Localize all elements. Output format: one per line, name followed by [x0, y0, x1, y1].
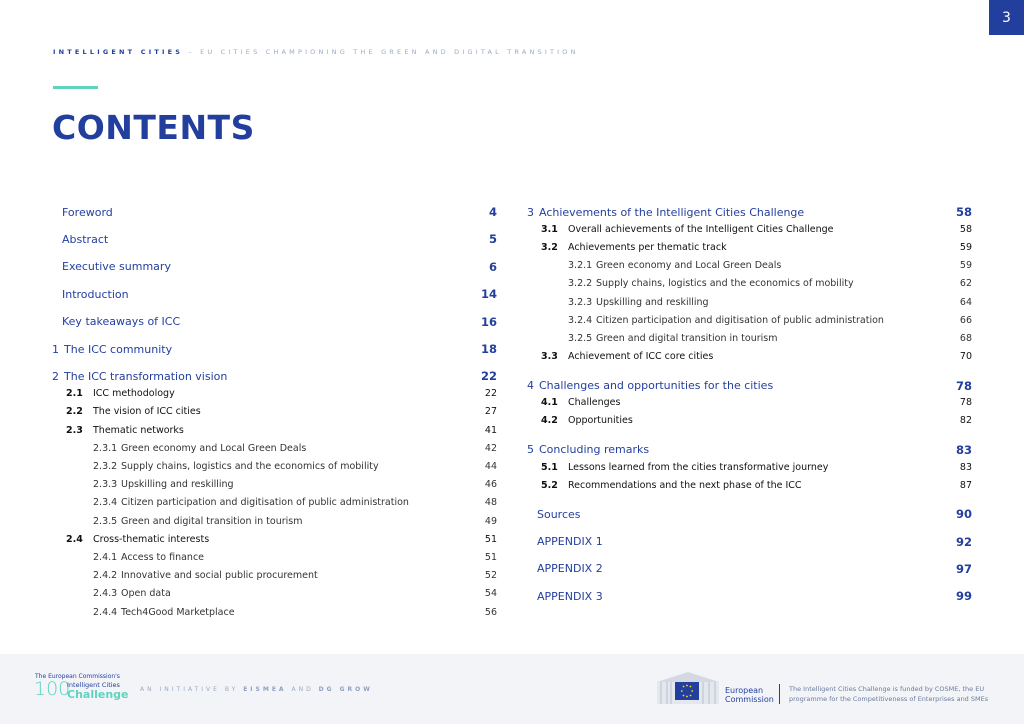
- toc-entry-title: Opportunities: [568, 415, 633, 427]
- toc-entry[interactable]: [62, 287, 497, 301]
- toc-entry[interactable]: [62, 315, 497, 329]
- toc-entry-title: The ICC transformation vision: [64, 369, 228, 383]
- toc-entry-label: [568, 278, 854, 289]
- toc-entry-title: Tech4Good Marketplace: [121, 606, 235, 618]
- ec-logo-text: [725, 686, 774, 704]
- toc-entry-label: [93, 443, 306, 454]
- toc-entry-title: Introduction: [62, 287, 129, 301]
- toc-entry-label: [66, 388, 175, 399]
- toc-entry-title: Thematic networks: [93, 424, 184, 436]
- toc-entry-page: 49: [484, 515, 497, 527]
- toc-entry[interactable]: [537, 507, 972, 521]
- toc-entry-title: Key takeaways of ICC: [62, 315, 181, 329]
- toc-entry-title: Green and digital transition in tourism: [596, 332, 778, 344]
- toc-entry[interactable]: [568, 260, 972, 271]
- funding-statement: [789, 684, 988, 704]
- toc-entry-number: 4.2: [541, 415, 558, 427]
- toc-entry-number: 3.2.3: [568, 296, 593, 308]
- toc-entry-number: 5.1: [541, 461, 558, 473]
- toc-entry-number: 3.2.5: [568, 332, 593, 344]
- toc-entry-number: 2.4.2: [93, 570, 118, 582]
- toc-entry-page: 64: [959, 296, 972, 308]
- toc-entry-label: [541, 480, 802, 491]
- funding-line1: The Intelligent Cities Challenge is funded by COSME, the EU: [789, 685, 985, 693]
- toc-entry[interactable]: [527, 443, 972, 457]
- toc-entry-label: [568, 260, 781, 271]
- toc-entry-title: Citizen participation and digitisation of public administration: [596, 314, 884, 326]
- toc-entry-page: 52: [484, 570, 497, 582]
- toc-entry[interactable]: [568, 333, 972, 344]
- toc-entry-label: [93, 516, 303, 527]
- toc-entry-title: Citizen participation and digitisation of public administration: [121, 497, 409, 509]
- ec-logo-separator: [779, 684, 780, 704]
- toc-entry-number: 2.2: [66, 406, 83, 418]
- initiative-org-eismea: EISMEA: [243, 686, 287, 693]
- toc-entry-title: Green economy and Local Green Deals: [596, 260, 782, 272]
- toc-entry[interactable]: [541, 351, 972, 362]
- toc-entry-title: The vision of ICC cities: [93, 406, 201, 418]
- initiative-credit: [140, 686, 373, 693]
- toc-entry-title: Open data: [121, 588, 171, 600]
- toc-entry-page: 59: [959, 260, 972, 272]
- toc-entry-title: Upskilling and reskilling: [121, 479, 234, 491]
- toc-entry-page: 54: [484, 588, 497, 600]
- toc-entry-title: Green and digital transition in tourism: [121, 515, 303, 527]
- toc-entry-number: 4: [527, 379, 534, 392]
- toc-entry[interactable]: [52, 369, 497, 383]
- toc-entry-page: 56: [484, 606, 497, 618]
- toc-entry-number: 2.1: [66, 388, 83, 400]
- icc-logo-caption: The European Commission's: [35, 673, 120, 680]
- toc-entry-title: Innovative and social public procurement: [121, 570, 318, 582]
- toc-entry[interactable]: [66, 406, 497, 417]
- toc-entry-label: [93, 497, 409, 508]
- toc-entry-number: 3.1: [541, 223, 558, 235]
- toc-entry[interactable]: [93, 516, 497, 527]
- toc-entry-page: 22: [480, 369, 497, 384]
- toc-entry-title: Upskilling and reskilling: [596, 296, 709, 308]
- toc-entry-label: [62, 233, 108, 246]
- toc-entry-page: 16: [480, 314, 497, 329]
- toc-entry-page: 92: [955, 534, 972, 549]
- toc-entry-label: [568, 333, 778, 344]
- toc-entry-label: [93, 570, 318, 581]
- toc-entry-number: 3: [527, 205, 534, 219]
- toc-entry-number: 3.2: [541, 241, 558, 253]
- initiative-org-dg-grow: DG GROW: [318, 686, 373, 693]
- toc-entry-label: [537, 590, 603, 603]
- toc-entry-number: 5: [527, 443, 534, 457]
- toc-entry-title: Executive summary: [62, 260, 171, 274]
- toc-entry-page: 90: [955, 507, 972, 522]
- toc-entry-number: 2.4.4: [93, 606, 118, 618]
- toc-entry-page: 66: [959, 314, 972, 326]
- toc-entry[interactable]: [568, 278, 972, 289]
- toc-entry-number: 2.4.1: [93, 551, 118, 563]
- toc-entry-page: 62: [959, 278, 972, 290]
- toc-entry-label: [527, 443, 649, 456]
- toc-entry[interactable]: [93, 588, 497, 599]
- toc-entry-page: 41: [484, 424, 497, 436]
- toc-entry[interactable]: [537, 535, 972, 549]
- running-header-subtitle: – EU CITIES CHAMPIONING THE GREEN AND DIGITAL TRANSITION: [183, 48, 579, 56]
- toc-entry[interactable]: [568, 297, 972, 308]
- toc-entry[interactable]: [66, 425, 497, 436]
- toc-entry[interactable]: [541, 462, 972, 473]
- toc-entry-label: [541, 462, 828, 473]
- toc-entry[interactable]: [541, 224, 972, 235]
- toc-entry-label: [93, 588, 171, 599]
- toc-entry-page: 78: [959, 397, 972, 409]
- toc-entry-page: 18: [480, 342, 497, 356]
- toc-entry-page: 51: [484, 533, 497, 545]
- icc-logo-number: 100: [34, 678, 71, 700]
- toc-entry-label: [568, 315, 884, 326]
- toc-entry-page: 48: [484, 497, 497, 509]
- page-number: 3: [989, 0, 1024, 35]
- toc-entry-title: Supply chains, logistics and the economics of mobility: [121, 460, 379, 472]
- toc-entry-title: Achievement of ICC core cities: [568, 351, 714, 363]
- toc-entry-page: 82: [959, 415, 972, 427]
- toc-entry[interactable]: [62, 232, 497, 246]
- toc-entry-label: [93, 479, 234, 490]
- toc-entry-title: Lessons learned from the cities transformative journey: [568, 461, 829, 473]
- toc-entry-page: 83: [955, 442, 972, 457]
- toc-entry[interactable]: [93, 443, 497, 454]
- toc-entry-title: Concluding remarks: [539, 443, 650, 457]
- toc-entry[interactable]: [66, 388, 497, 399]
- toc-entry[interactable]: [527, 205, 972, 219]
- toc-entry-title: Recommendations and the next phase of the ICC: [568, 479, 802, 491]
- toc-entry-label: [93, 461, 379, 472]
- icc-logo-name: Intelligent Cities: [67, 681, 120, 689]
- toc-entry-title: Supply chains, logistics and the economics of mobility: [596, 278, 854, 290]
- toc-entry-label: [541, 224, 834, 235]
- toc-entry-label: [541, 351, 713, 362]
- page-title: CONTENTS: [52, 108, 255, 147]
- toc-entry-number: 2.4: [66, 533, 83, 545]
- toc-entry[interactable]: [93, 552, 497, 563]
- toc-entry[interactable]: [93, 570, 497, 581]
- toc-entry-number: 4.1: [541, 397, 558, 409]
- toc-entry[interactable]: [93, 461, 497, 472]
- toc-entry[interactable]: [537, 562, 972, 576]
- toc-entry-label: [93, 607, 235, 618]
- toc-entry-title: Achievements of the Intelligent Cities Challenge: [539, 205, 805, 219]
- ec-logo-line2: Commission: [725, 695, 774, 704]
- toc-entry[interactable]: [541, 415, 972, 426]
- title-accent-line: [53, 86, 98, 89]
- toc-entry-number: 2.3.2: [93, 460, 118, 472]
- toc-entry-page: 99: [955, 589, 972, 604]
- toc-entry-number: 2.3.1: [93, 442, 118, 454]
- running-header: [53, 48, 579, 56]
- toc-entry-label: [527, 379, 773, 392]
- toc-entry-title: Sources: [537, 507, 581, 521]
- toc-entry-title: Green economy and Local Green Deals: [121, 442, 307, 454]
- toc-entry-page: 44: [484, 460, 497, 472]
- toc-entry-page: 14: [480, 287, 497, 302]
- toc-entry-number: 2: [52, 369, 59, 383]
- toc-entry-label: [93, 552, 204, 563]
- toc-entry-number: 3.2.4: [568, 314, 593, 326]
- toc-entry-title: ICC methodology: [93, 388, 175, 400]
- toc-entry-title: Cross-thematic interests: [93, 533, 210, 545]
- toc-entry-number: 3.3: [541, 351, 558, 363]
- toc-entry-number: 5.2: [541, 479, 558, 491]
- toc-entry-label: [62, 315, 180, 328]
- eu-flag-icon: [675, 682, 699, 700]
- toc-entry-page: 4: [488, 205, 497, 219]
- toc-entry-page: 78: [955, 378, 972, 393]
- toc-entry-page: 68: [959, 332, 972, 344]
- toc-entry[interactable]: [62, 260, 497, 274]
- toc-entry[interactable]: [541, 242, 972, 253]
- toc-entry-title: Challenges and opportunities for the cities: [539, 379, 774, 392]
- toc-entry-title: Abstract: [62, 232, 109, 246]
- toc-entry-label: [537, 508, 581, 521]
- toc-entry-title: The ICC community: [64, 342, 173, 356]
- toc-entry-title: Achievements per thematic track: [568, 241, 727, 253]
- toc-entry-page: 46: [484, 479, 497, 491]
- toc-entry-title: APPENDIX 1: [537, 535, 603, 548]
- toc-entry[interactable]: [527, 379, 972, 393]
- toc-entry[interactable]: [66, 534, 497, 545]
- toc-entry-label: [527, 206, 804, 219]
- toc-entry[interactable]: [541, 480, 972, 491]
- toc-entry-label: [541, 415, 633, 426]
- toc-entry-page: 59: [959, 241, 972, 253]
- initiative-prefix: AN INITIATIVE BY: [140, 686, 244, 693]
- toc-entry-label: [62, 260, 171, 273]
- toc-entry-page: 70: [959, 351, 972, 363]
- toc-entry-label: [52, 370, 227, 383]
- ec-logo-line1: European: [725, 686, 764, 695]
- toc-entry[interactable]: [62, 205, 497, 219]
- toc-entry-label: [537, 535, 603, 548]
- toc-entry-page: 27: [484, 406, 497, 418]
- toc-entry-page: 58: [959, 223, 972, 235]
- running-header-title: INTELLIGENT CITIES: [53, 48, 184, 56]
- toc-entry-page: 97: [955, 561, 972, 576]
- funding-line2: programme for the Competitiveness of Enterprises and SMEs: [789, 695, 989, 703]
- toc-entry-label: [568, 297, 709, 308]
- toc-entry-label: [541, 397, 620, 408]
- toc-entry[interactable]: [537, 589, 972, 603]
- toc-entry-page: 87: [959, 479, 972, 491]
- toc-entry-label: [62, 206, 113, 219]
- toc-entry-number: 3.2.1: [568, 260, 593, 272]
- toc-entry-number: 2.4.3: [93, 588, 118, 600]
- toc-entry[interactable]: [93, 497, 497, 508]
- toc-entry-title: APPENDIX 2: [537, 562, 603, 576]
- toc-entry-number: 2.3.3: [93, 479, 118, 491]
- toc-entry-label: [66, 425, 184, 436]
- toc-entry[interactable]: [93, 607, 497, 618]
- toc-entry-number: 2.3.4: [93, 497, 118, 509]
- toc-entry-title: Overall achievements of the Intelligent Cities Challenge: [568, 223, 834, 235]
- toc-entry-label: [541, 242, 727, 253]
- toc-entry-page: 5: [488, 232, 497, 247]
- toc-entry-label: [62, 288, 129, 301]
- toc-entry-title: Challenges: [568, 397, 621, 409]
- toc-entry-page: 51: [484, 551, 497, 563]
- toc-entry-number: 1: [52, 342, 59, 356]
- toc-entry-title: Foreword: [62, 205, 113, 219]
- toc-entry-label: [66, 406, 201, 417]
- toc-entry-label: [537, 562, 603, 575]
- toc-entry[interactable]: [568, 315, 972, 326]
- toc-entry[interactable]: [93, 479, 497, 490]
- toc-entry[interactable]: [52, 342, 497, 356]
- initiative-and: AND: [286, 686, 319, 693]
- toc-entry-label: [52, 343, 172, 356]
- toc-entry-page: 83: [959, 461, 972, 473]
- toc-entry-number: 2.3: [66, 424, 83, 436]
- toc-entry-title: Access to finance: [121, 551, 205, 563]
- toc-entry-title: APPENDIX 3: [537, 589, 603, 603]
- toc-entry-label: [66, 534, 209, 545]
- toc-entry-page: 42: [484, 442, 497, 454]
- toc-entry-number: 3.2.2: [568, 278, 593, 290]
- toc-entry-page: 22: [484, 388, 497, 400]
- toc-entry-page: 58: [955, 205, 972, 219]
- toc-entry[interactable]: [541, 397, 972, 408]
- icc-logo-challenge: Challenge: [67, 688, 129, 701]
- toc-entry-page: 6: [488, 259, 497, 274]
- toc-entry-number: 2.3.5: [93, 515, 118, 527]
